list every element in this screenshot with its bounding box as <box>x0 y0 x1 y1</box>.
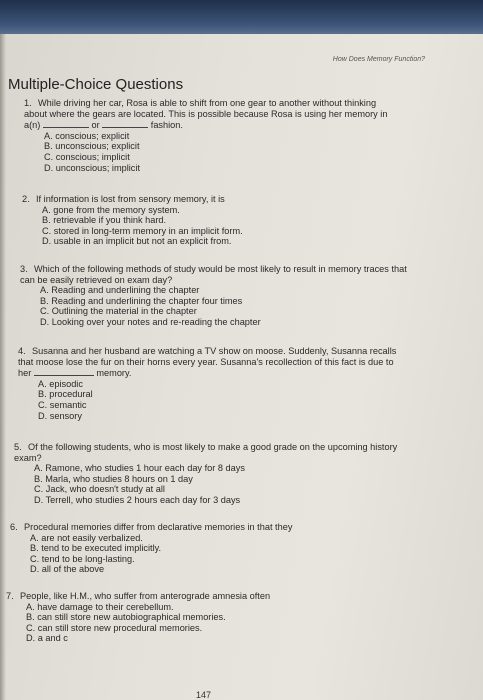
page-number: 147 <box>196 690 212 700</box>
option-item: C. can still store new procedural memories. <box>26 622 203 633</box>
option-item: D. all of the above <box>30 564 105 575</box>
running-head: How Does Memory Function? <box>332 56 425 63</box>
option-list <box>20 285 420 327</box>
section-title: Multiple-Choice Questions <box>8 76 184 93</box>
question-stem: 4. Susanna and her husband are watching a TV show on moose. Suddenly, Susanna recalls that moose lose the fur on their horns every year. Susanna's recollection of this fact is due to her memory. <box>18 346 397 379</box>
question-2 <box>22 194 402 247</box>
option-item: A. episodic <box>38 378 83 389</box>
option-list <box>10 533 410 575</box>
answer-blank <box>34 367 94 376</box>
option-item: B. unconscious; explicit <box>44 141 140 152</box>
option-item: B. tend to be executed implicitly. <box>30 543 162 554</box>
question-5 <box>14 442 409 506</box>
option-item: C. conscious; implicit <box>44 151 130 162</box>
option-item: C. semantic <box>38 399 87 410</box>
textbook-page <box>0 34 483 700</box>
option-item: A. have damage to their cerebellum. <box>26 601 174 612</box>
question-6 <box>10 522 410 575</box>
option-list <box>18 379 403 421</box>
option-list <box>22 205 402 247</box>
question-stem: 3. Which of the following methods of study would be most likely to result in memory traces that can be easily retrieved on exam day? <box>20 264 407 285</box>
option-item: D. Looking over your notes and re-reading the chapter <box>40 316 261 327</box>
option-item: C. Outlining the material in the chapter <box>40 306 197 317</box>
option-list <box>6 602 406 644</box>
page-edge-shadow <box>0 34 6 700</box>
option-item: A. are not easily verbalized. <box>30 532 143 543</box>
question-stem: 5. Of the following students, who is most likely to make a good grade on the upcoming history exam? <box>14 442 398 463</box>
option-item: A. Reading and underlining the chapter <box>40 285 200 296</box>
option-item: B. retrievable if you think hard. <box>42 215 167 226</box>
option-item: C. tend to be long-lasting. <box>30 553 135 564</box>
question-3 <box>20 264 420 328</box>
option-item: B. can still store new autobiographical memories. <box>26 612 226 623</box>
option-item: A. gone from the memory system. <box>42 204 180 215</box>
option-item: A. conscious; explicit <box>44 130 130 141</box>
option-item: C. Jack, who doesn't study at all <box>34 484 165 495</box>
option-item: D. sensory <box>38 410 82 421</box>
answer-blank <box>43 119 89 128</box>
option-item: D. a and c <box>26 633 68 644</box>
question-stem: 1. While driving her car, Rosa is able to shift from one gear to another without thinking about where the gears are located. This is possible because Rosa is using her memory in a(n) or fashion. <box>24 98 388 131</box>
option-list <box>14 463 409 505</box>
question-7 <box>6 591 406 644</box>
question-1 <box>24 98 399 173</box>
option-item: C. stored in long-term memory in an implicit form. <box>42 225 243 236</box>
option-item: D. usable in an implicit but not an explicit from. <box>42 236 232 247</box>
option-item: D. unconscious; implicit <box>44 162 140 173</box>
question-stem: 2. If information is lost from sensory memory, it is <box>22 194 225 204</box>
option-item: D. Terrell, who studies 2 hours each day for 3 days <box>34 494 241 505</box>
question-stem: 6. Procedural memories differ from declarative memories in that they <box>10 522 293 532</box>
question-4 <box>18 346 403 421</box>
option-item: B. Marla, who studies 8 hours on 1 day <box>34 473 193 484</box>
question-stem: 7. People, like H.M., who suffer from anterograde amnesia often <box>6 591 271 601</box>
answer-blank <box>102 119 148 128</box>
option-item: B. procedural <box>38 389 93 400</box>
option-item: B. Reading and underlining the chapter four times <box>40 295 243 306</box>
option-list <box>24 131 399 173</box>
option-item: A. Ramone, who studies 1 hour each day for 8 days <box>34 463 245 474</box>
